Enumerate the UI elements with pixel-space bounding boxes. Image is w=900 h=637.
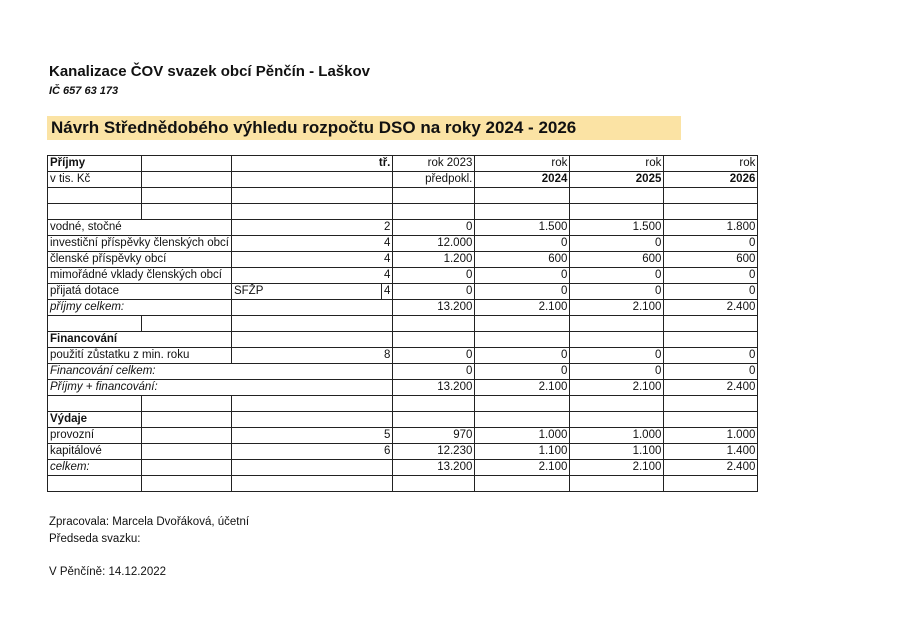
header-cell: 2026	[664, 172, 758, 188]
organization-id: IČ 657 63 173	[49, 85, 119, 97]
financing-total-row	[48, 364, 758, 380]
table-header-row	[48, 156, 758, 172]
value-cell: 0	[664, 348, 758, 364]
total-value: 2.400	[664, 460, 758, 476]
value-cell: 1.100	[475, 444, 570, 460]
value-cell: 600	[475, 252, 570, 268]
class-cell: 8	[231, 348, 392, 364]
income-row	[48, 236, 758, 252]
header-cell: v tis. Kč	[48, 172, 142, 188]
expense-row	[48, 444, 758, 460]
header-cell: rok	[570, 156, 664, 172]
row-label: přijatá dotace	[48, 284, 232, 300]
value-cell: 0	[570, 284, 664, 300]
value-cell: 0	[570, 236, 664, 252]
header-cell: 2024	[475, 172, 570, 188]
value-cell: 0	[570, 268, 664, 284]
value-cell: 1.000	[570, 428, 664, 444]
header-cell	[141, 172, 231, 188]
value-cell: 970	[393, 428, 475, 444]
value-cell: 0	[570, 348, 664, 364]
header-cell: Příjmy	[48, 156, 142, 172]
expense-total-row	[48, 460, 758, 476]
total-label: celkem:	[48, 460, 142, 476]
value-cell: 1.200	[393, 252, 475, 268]
income-row	[48, 252, 758, 268]
header-cell: rok 2023	[393, 156, 475, 172]
value-cell: 0	[664, 268, 758, 284]
income-row	[48, 268, 758, 284]
total-value: 2.100	[475, 300, 570, 316]
row-label: členské příspěvky obcí	[48, 252, 232, 268]
total-value: 2.100	[570, 460, 664, 476]
value-cell: 1.400	[664, 444, 758, 460]
subsidy-source: SFŽP	[231, 284, 381, 300]
total-value: 0	[475, 364, 570, 380]
financing-row	[48, 348, 758, 364]
expenses-header-row	[48, 412, 758, 428]
value-cell: 600	[570, 252, 664, 268]
value-cell: 12.000	[393, 236, 475, 252]
header-cell	[231, 172, 392, 188]
value-cell: 12.230	[393, 444, 475, 460]
income-row	[48, 220, 758, 236]
total-value: 2.100	[570, 300, 664, 316]
income-row	[48, 284, 758, 300]
financing-header-row	[48, 332, 758, 348]
expense-row	[48, 428, 758, 444]
value-cell: 600	[664, 252, 758, 268]
total-value: 2.400	[664, 300, 758, 316]
value-cell: 0	[393, 284, 475, 300]
row-label: použití zůstatku z min. roku	[48, 348, 232, 364]
place-date: V Pěnčíně: 14.12.2022	[49, 566, 167, 578]
prepared-by: Zpracovala: Marcela Dvořáková, účetní	[49, 516, 250, 528]
empty-row	[48, 188, 758, 204]
expenses-title: Výdaje	[48, 412, 142, 428]
total-value: 2.100	[570, 380, 664, 396]
class-cell: 4	[231, 252, 392, 268]
class-cell: 4	[231, 268, 392, 284]
total-value: 13.200	[393, 380, 475, 396]
total-label: příjmy celkem:	[48, 300, 232, 316]
class-cell: 4	[381, 284, 392, 300]
value-cell: 0	[475, 268, 570, 284]
organization-name: Kanalizace ČOV svazek obcí Pěnčín - Laškov	[49, 63, 370, 80]
value-cell: 1.000	[475, 428, 570, 444]
header-cell	[141, 156, 231, 172]
class-cell: 4	[231, 236, 392, 252]
table-header-row	[48, 172, 758, 188]
header-cell: rok	[664, 156, 758, 172]
chairman-label: Předseda svazku:	[49, 533, 141, 545]
row-label: kapitálové	[48, 444, 142, 460]
value-cell: 0	[393, 348, 475, 364]
empty-row	[48, 476, 758, 492]
header-cell: rok	[475, 156, 570, 172]
class-cell: 6	[231, 444, 392, 460]
class-cell: 2	[231, 220, 392, 236]
value-cell: 1.100	[570, 444, 664, 460]
value-cell: 0	[475, 284, 570, 300]
value-cell: 0	[393, 268, 475, 284]
empty-row	[48, 396, 758, 412]
document-title: Návrh Střednědobého výhledu rozpočtu DSO na roky 2024 - 2026	[47, 116, 681, 140]
header-cell: předpokl.	[393, 172, 475, 188]
value-cell: 1.500	[570, 220, 664, 236]
row-label: provozní	[48, 428, 142, 444]
value-cell: 1.500	[475, 220, 570, 236]
value-cell: 0	[475, 348, 570, 364]
class-cell: 5	[231, 428, 392, 444]
value-cell: 0	[664, 236, 758, 252]
total-value: 0	[664, 364, 758, 380]
total-value: 0	[570, 364, 664, 380]
value-cell: 1.800	[664, 220, 758, 236]
header-cell: tř.	[231, 156, 392, 172]
total-value: 13.200	[393, 300, 475, 316]
total-value: 2.100	[475, 460, 570, 476]
total-value: 13.200	[393, 460, 475, 476]
total-label: Příjmy + financování:	[48, 380, 393, 396]
value-cell: 0	[664, 284, 758, 300]
row-label: mimořádné vklady členských obcí	[48, 268, 232, 284]
total-value: 0	[393, 364, 475, 380]
income-financing-row	[48, 380, 758, 396]
row-label: vodné, stočné	[48, 220, 232, 236]
financing-title: Financování	[48, 332, 232, 348]
budget-table	[47, 155, 758, 492]
header-cell: 2025	[570, 172, 664, 188]
income-total-row	[48, 300, 758, 316]
total-value: 2.400	[664, 380, 758, 396]
total-label: Financování celkem:	[48, 364, 393, 380]
total-value: 2.100	[475, 380, 570, 396]
value-cell: 0	[393, 220, 475, 236]
empty-row	[48, 204, 758, 220]
value-cell: 1.000	[664, 428, 758, 444]
row-label: investiční příspěvky členských obcí	[48, 236, 232, 252]
empty-row	[48, 316, 758, 332]
value-cell: 0	[475, 236, 570, 252]
